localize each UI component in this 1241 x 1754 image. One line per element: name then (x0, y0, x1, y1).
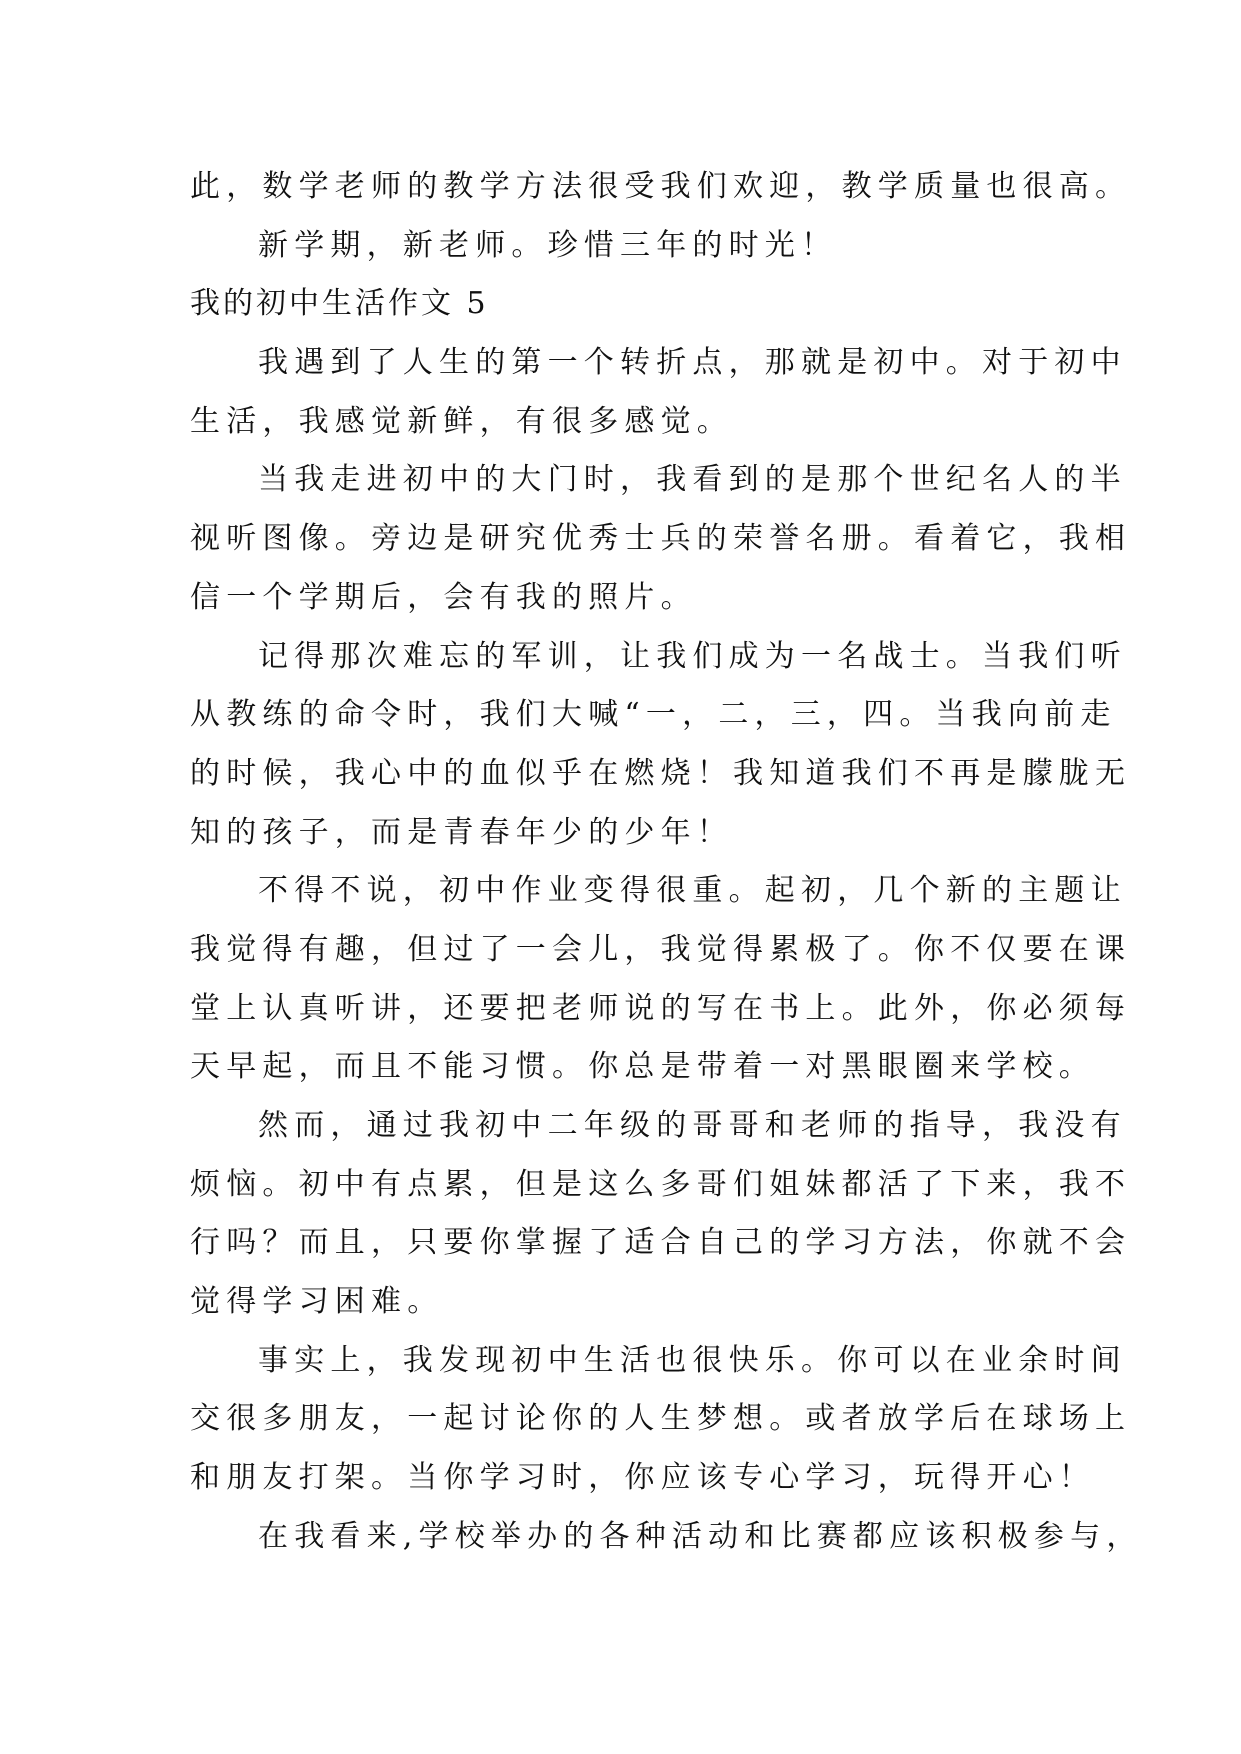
text-line: 此，数学老师的教学方法很受我们欢迎，教学质量也很高。 (190, 169, 1132, 204)
text-line: 当我走进初中的大门时，我看到的是那个世纪名人的半 (258, 462, 1127, 498)
text-line: 堂上认真听讲，还要把老师说的写在书上。此外，你必须每 (190, 990, 1132, 1026)
text-line: 天早起，而且不能习惯。你总是带着一对黑眼圈来学校。 (190, 1049, 1095, 1085)
text-line: 记得那次难忘的军训，让我们成为一名战士。当我们听 (258, 638, 1127, 674)
text-line: 新学期，新老师。珍惜三年的时光！ (258, 227, 838, 263)
text-line: 然而，通过我初中二年级的哥哥和老师的指导，我没有 (258, 1108, 1127, 1143)
text-line: 觉得学习困难。 (190, 1284, 444, 1320)
text-line: 不得不说，初中作业变得很重。起初，几个新的主题让 (258, 873, 1127, 909)
text-line: 知的孩子，而是青春年少的少年！ (190, 814, 733, 850)
text-line: 视听图像。旁边是研究优秀士兵的荣誉名册。看着它，我相 (190, 521, 1132, 557)
text-line: 行吗？而且，只要你掌握了适合自己的学习方法，你就不会 (190, 1225, 1132, 1261)
text-line: 在我看来,学校举办的各种活动和比赛都应该积极参与， (258, 1518, 1143, 1554)
text-line: 和朋友打架。当你学习时，你应该专心学习，玩得开心！ (190, 1460, 1095, 1496)
text-line: 信一个学期后，会有我的照片。 (190, 579, 697, 615)
text-line: 烦恼。初中有点累，但是这么多哥们姐妹都活了下来，我不 (190, 1166, 1132, 1202)
text-line: 从教练的命令时，我们大喊“一，二，三，四。当我向前走 (190, 697, 1117, 733)
text-line: 我遇到了人生的第一个转折点，那就是初中。对于初中 (258, 345, 1127, 381)
essay-heading: 我的初中生活作文 5 (190, 286, 489, 322)
text-line: 的时候，我心中的血似乎在燃烧！我知道我们不再是朦胧无 (190, 755, 1132, 791)
text-line: 事实上，我发现初中生活也很快乐。你可以在业余时间 (258, 1342, 1127, 1378)
text-line: 我觉得有趣，但过了一会儿，我觉得累极了。你不仅要在课 (190, 931, 1132, 967)
essay-text (190, 158, 1143, 1567)
text-line: 生活，我感觉新鲜，有很多感觉。 (190, 403, 733, 439)
text-line: 交很多朋友，一起讨论你的人生梦想。或者放学后在球场上 (190, 1401, 1132, 1437)
